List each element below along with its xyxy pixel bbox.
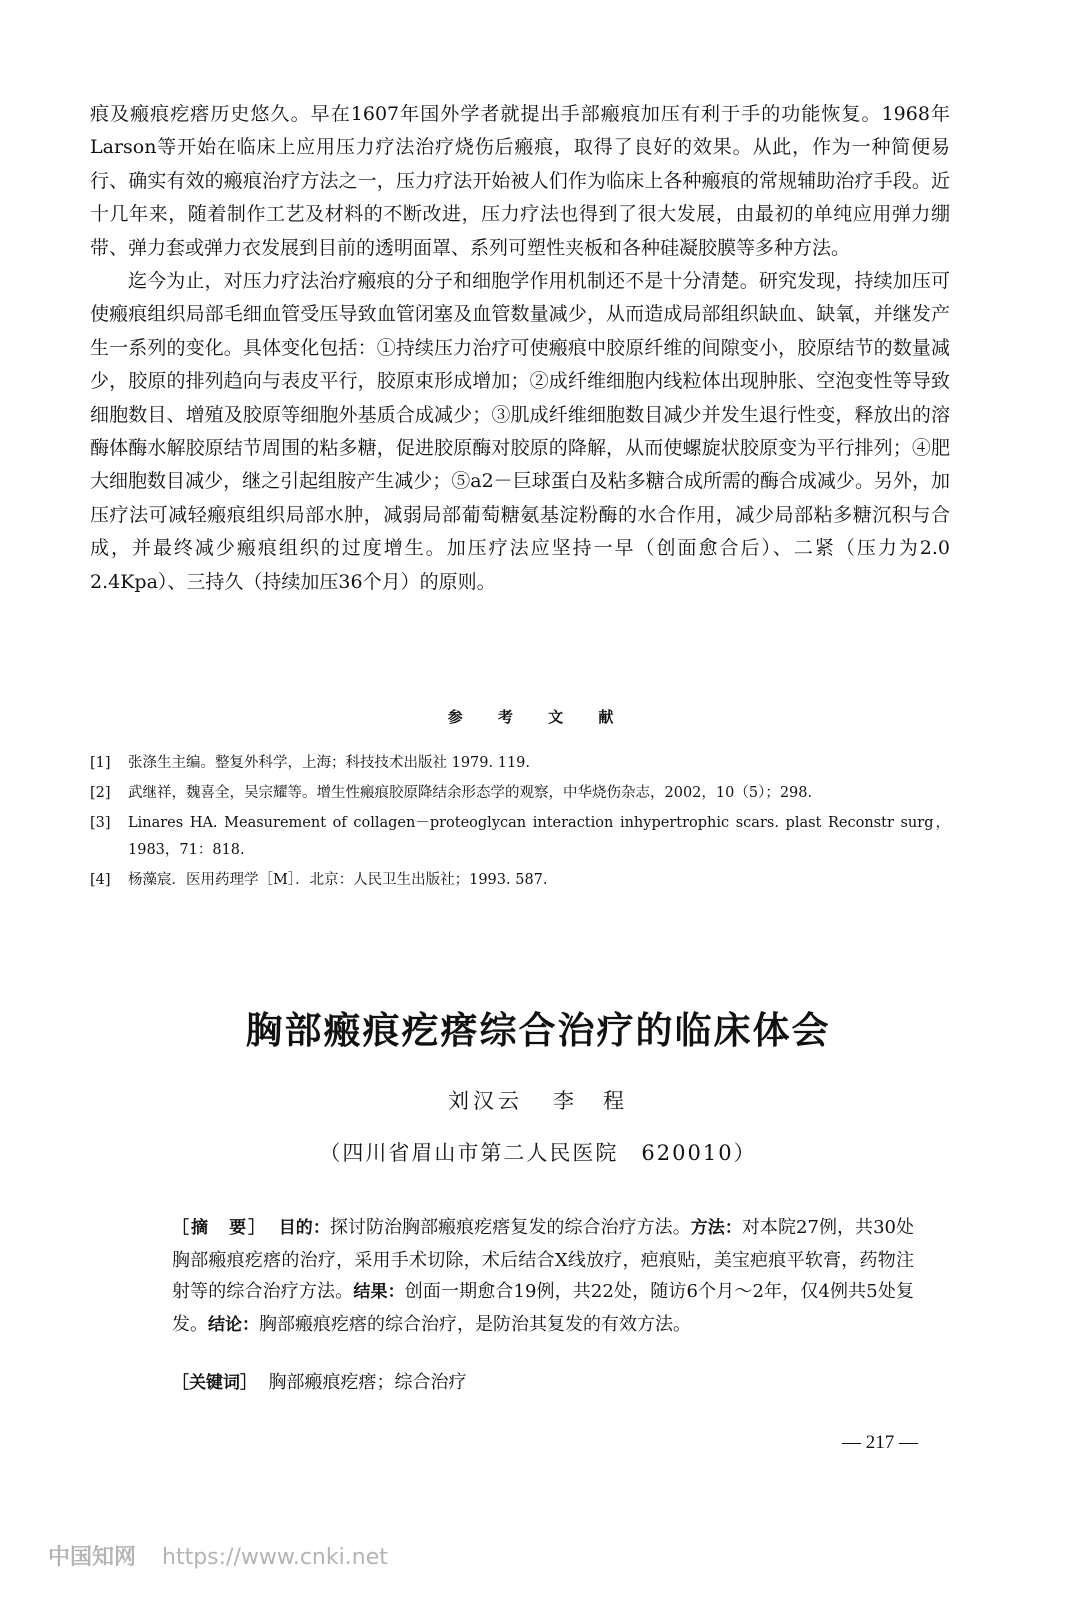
objective-text: 探讨防治胸部瘢痕疙瘩复发的综合治疗方法。 bbox=[329, 1217, 691, 1238]
method-label: 方法： bbox=[690, 1218, 742, 1238]
paragraph: 迄今为止，对压力疗法治疗瘢痕的分子和细胞学作用机制还不是十分清楚。研究发现，持续加压可使瘢痕组织局部毛细血管受压导致血管闭塞及血管数量减少，从而造成局部组织缺血、缺氧，并继发产生一系列的变化。具体变化包括：①持续压力治疗可使瘢痕中胶原纤维的间隙变小，胶原结节的数量减少，胶原的排列趋向与表皮平行，胶原束形成增加；②成纤维细胞内线粒体出现肿胀、空泡变性等导致细胞数目、增殖及胶原等细胞外基质合成减少；③肌成纤维细胞数目减少并发生退行性变，释放出的溶酶体酶水解胶原结节周围的粘多糖，促进胶原酶对胶原的降解，从而使螺旋状胶原变为平行排列；④肥大细胞数目减少，继之引起组胺产生减少；⑤a2－巨球蛋白及粘多糖合成所需的酶合成减少。另外，加压疗法可减轻瘢痕组织局部水肿，减弱局部葡萄糖氨基淀粉酶的水合作用，减少局部粘多糖沉积与合成，并最终减少瘢痕组织的过度增生。加压疗法应坚持一早（创面愈合后）、二紧（压力为2.0 2.4Kpa）、三持久（持续加压36个月）的原则。 bbox=[90, 270, 970, 593]
author-name: 李 程 bbox=[553, 1089, 628, 1113]
objective-label: 目的： bbox=[278, 1218, 330, 1238]
cnki-watermark bbox=[48, 1540, 388, 1571]
conclusion-text: 胸部瘢痕疙瘩的综合治疗，是防治其复发的有效方法。 bbox=[259, 1313, 691, 1335]
reference-item bbox=[90, 810, 950, 864]
reference-item bbox=[90, 750, 950, 777]
body-text bbox=[90, 98, 970, 599]
paragraph: 痕及瘢痕疙瘩历史悠久。早在1607年国外学者就提出手部瘢痕加压有利于手的功能恢复。1968年Larson等开始在临床上应用压力疗法治疗烧伤后瘢痕，取得了良好的效果。从此，作为一种简便易行、确实有效的瘢痕治疗方法之一，压力疗法开始被人们作为临床上各种瘢痕的常规辅助治疗手段。近十几年来，随着制作工艺及材料的不断改进，压力疗法也得到了很大发展，由最初的单纯应用弹力绷带、弹力套或弹力衣发展到目前的透明面罩、系列可塑性夹板和各种硅凝胶膜等多种方法。 bbox=[90, 103, 950, 259]
page-number: — 217 — bbox=[842, 1432, 918, 1453]
reference-item bbox=[90, 867, 950, 894]
result-text: 创面一期愈合19例，共22处，随访6个月～2年，仅4例共5处复发。 bbox=[172, 1281, 915, 1335]
keywords bbox=[172, 1368, 914, 1398]
watermark-brand: 中国知网 bbox=[48, 1545, 137, 1570]
references-heading: 参 考 文 献 bbox=[447, 708, 629, 726]
reference-text: 张涤生主编。整复外科学，上海；科技技术出版社 1979. 119. bbox=[128, 755, 531, 771]
reference-list bbox=[90, 750, 950, 897]
reference-number: [1] bbox=[90, 755, 111, 771]
reference-number: [2] bbox=[90, 785, 111, 801]
conclusion-label: 结论： bbox=[208, 1314, 259, 1335]
keywords-tag: ［关键词］ bbox=[172, 1373, 257, 1393]
reference-number: [4] bbox=[90, 872, 111, 888]
affiliation: （四川省眉山市第二人民医院 620010） bbox=[319, 1141, 757, 1165]
method-text: 对本院27例，共30处胸部瘢痕疙瘩的治疗，采用手术切除，术后结合X线放疗，疤痕贴，美宝疤痕平软膏，药物注射等的综合治疗方法。 bbox=[172, 1217, 915, 1302]
reference-number: [3] bbox=[90, 815, 111, 831]
reference-text: 杨藻宸．医用药理学［M］．北京：人民卫生出版社；1993. 587. bbox=[128, 872, 548, 888]
reference-text: Linares HA. Measurement of collagen－proteoglycan interaction inhypertrophic scars. plast Reconstr surg，1983，71：818. bbox=[128, 815, 950, 858]
authors bbox=[0, 1085, 1076, 1115]
reference-text: 武继祥，魏喜全，吴宗耀等。增生性瘢痕胶原降结余形态学的观察，中华烧伤杂志，2002，10（5）；298. bbox=[128, 785, 813, 801]
author-name: 刘汉云 bbox=[448, 1089, 523, 1113]
abstract bbox=[172, 1212, 914, 1341]
abstract-tag: ［摘 要］ bbox=[172, 1218, 268, 1238]
result-label: 结果： bbox=[353, 1282, 405, 1302]
watermark-url: https://www.cnki.net bbox=[162, 1545, 388, 1570]
keywords-text: 胸部瘢痕疙瘩；综合治疗 bbox=[268, 1372, 467, 1393]
article-title: 胸部瘢痕疙瘩综合治疗的临床体会 bbox=[245, 1009, 831, 1052]
reference-item bbox=[90, 780, 950, 807]
